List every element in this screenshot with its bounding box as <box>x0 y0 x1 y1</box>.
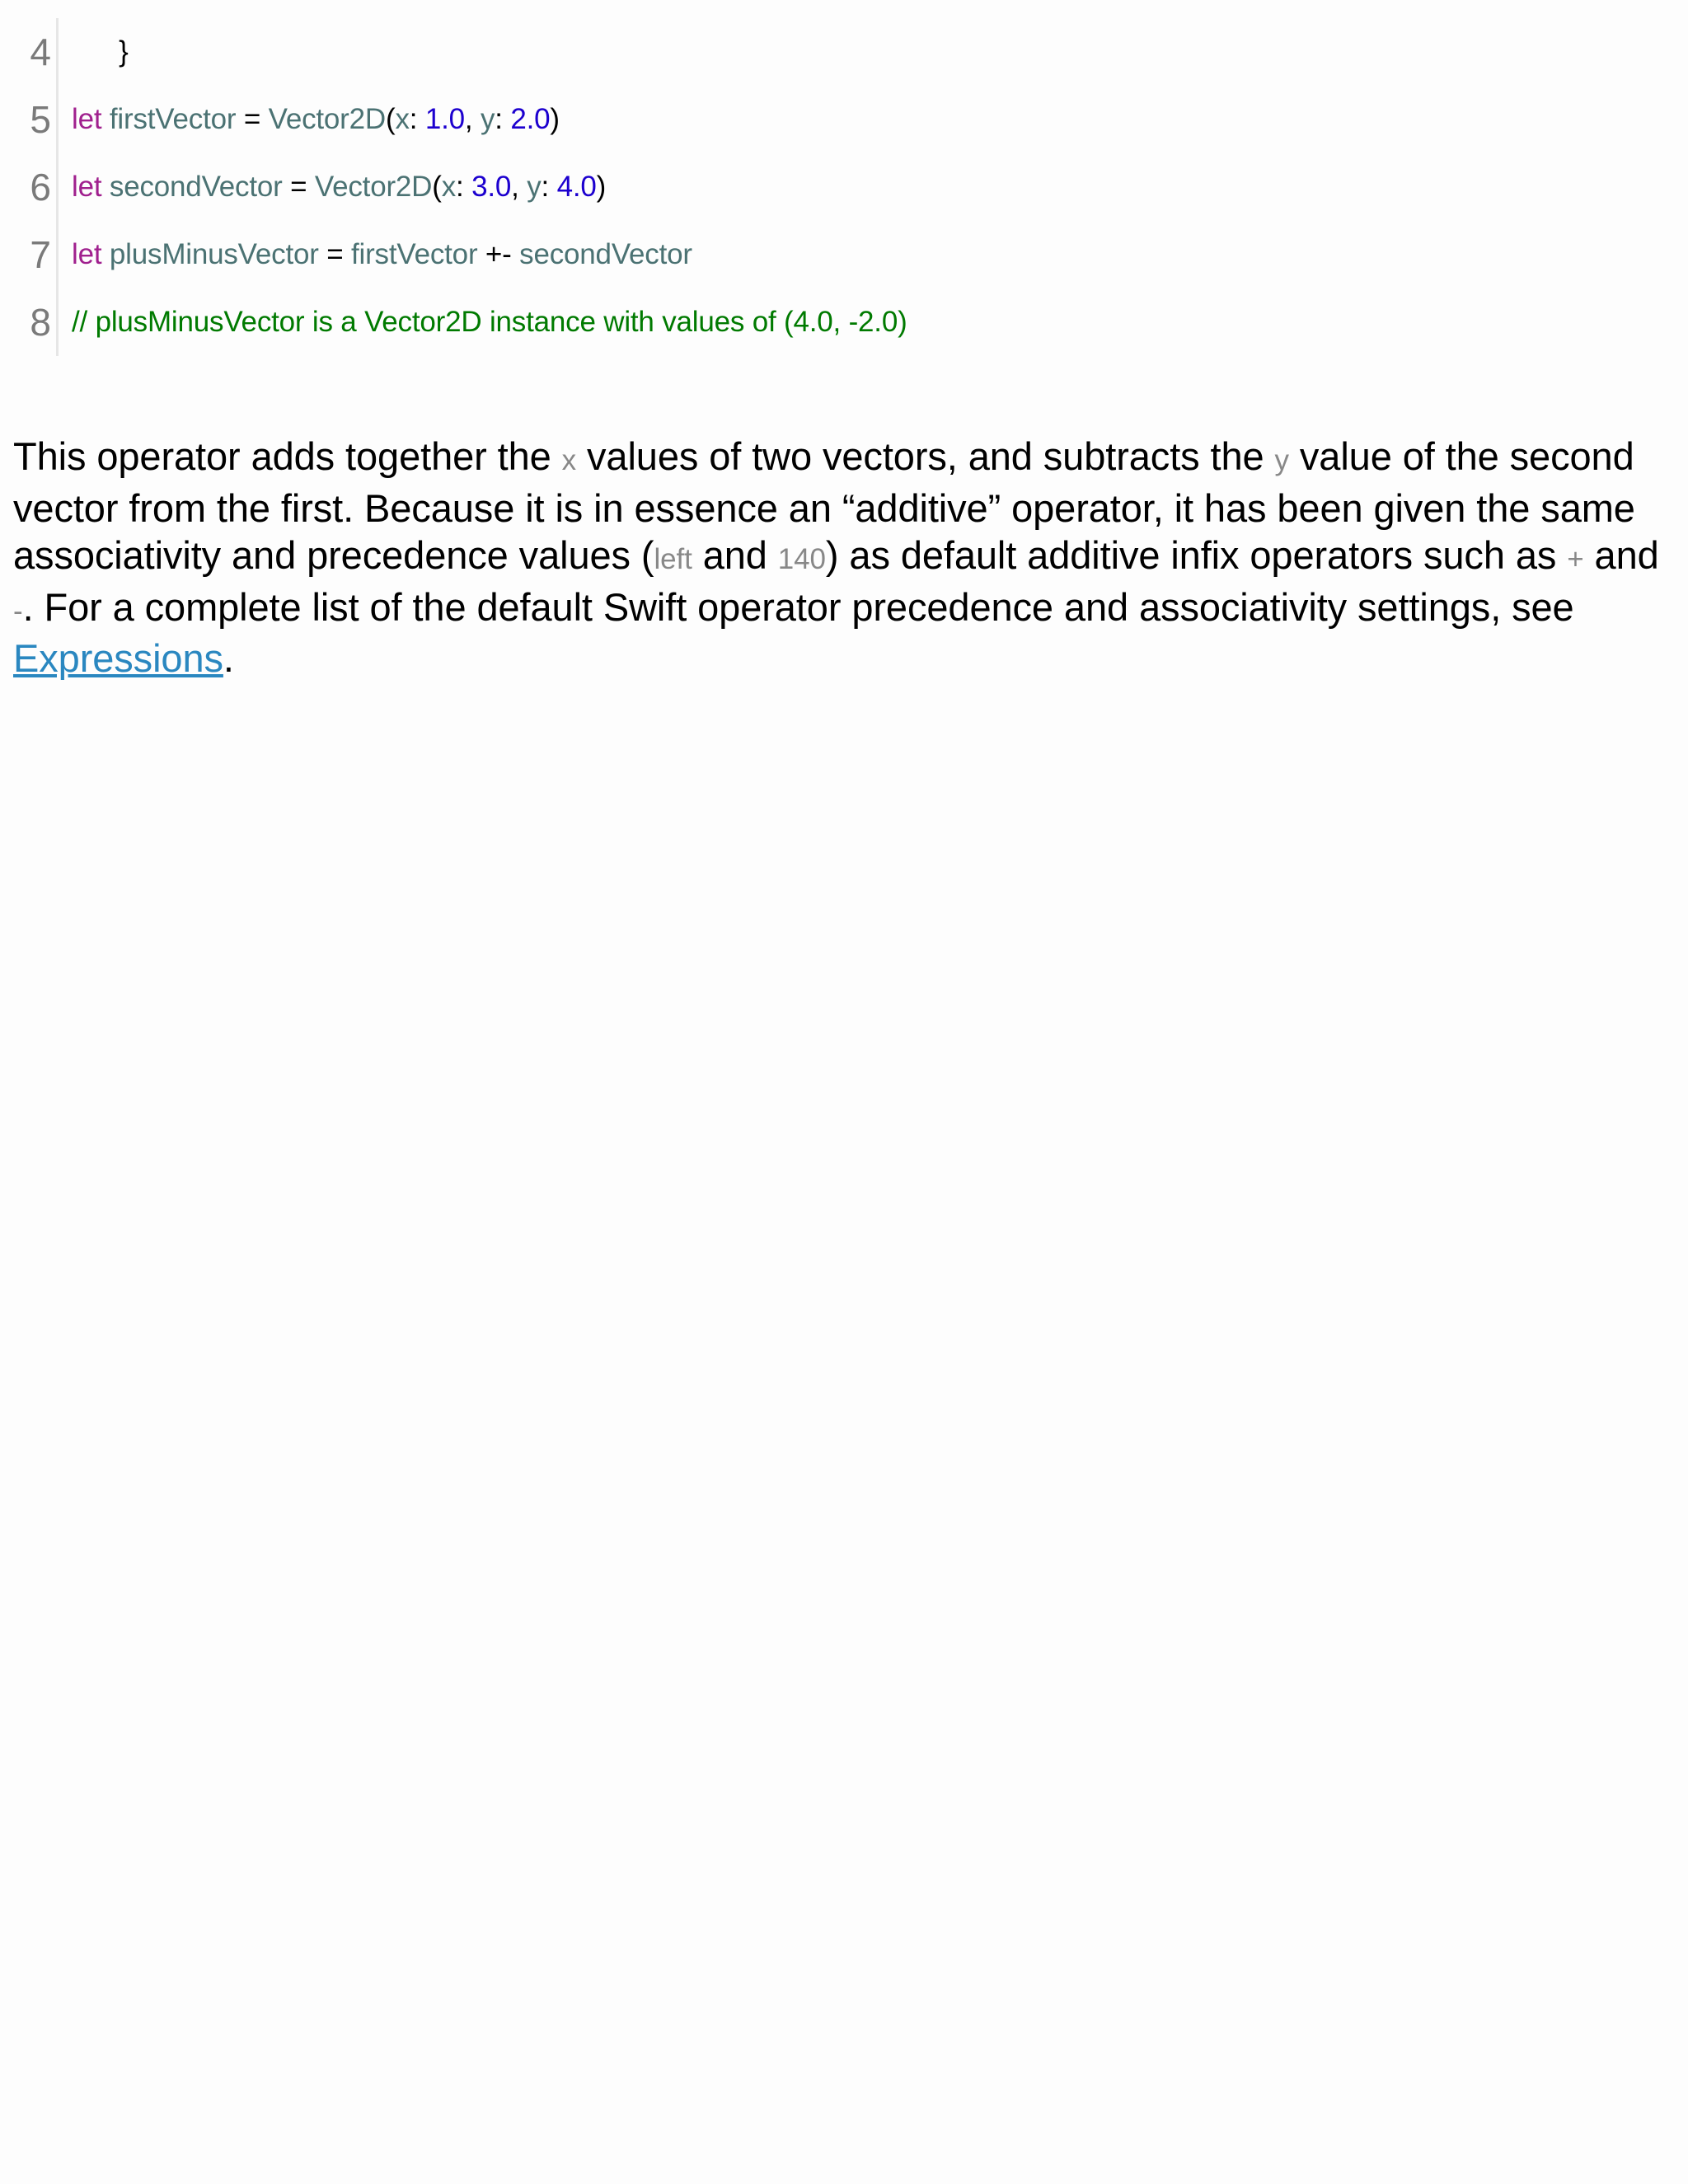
code-line <box>0 288 1688 356</box>
code-token <box>101 171 110 203</box>
code-listing <box>0 18 1688 356</box>
paragraph-text: This operator adds together the <box>13 434 562 478</box>
code-text <box>56 221 692 288</box>
code-token: , <box>464 103 481 135</box>
code-token: = <box>236 103 269 135</box>
code-token: plusMinusVector <box>109 238 319 270</box>
inline-code: - <box>13 594 23 627</box>
code-text <box>56 86 560 153</box>
code-token: +- <box>477 238 520 270</box>
code-token: 3.0 <box>471 171 512 203</box>
line-number: 5 <box>30 98 51 141</box>
code-token: let <box>72 103 102 135</box>
code-token: } <box>119 35 129 68</box>
code-token: firstVector <box>109 103 237 135</box>
code-token: , <box>511 171 528 203</box>
paragraph-text: ) as default additive infix operators such as <box>825 533 1568 577</box>
code-token <box>101 103 110 135</box>
paragraph-text: value of the second vector from the first. Because it is in essence an “additive” operator, it has been given the same associativity and precedence values ( <box>13 434 1635 577</box>
code-token: ) <box>550 103 560 135</box>
code-comment: // plusMinusVector is a Vector2D instance with values of (4.0, -2.0) <box>72 306 907 338</box>
code-token: = <box>282 171 315 203</box>
code-token: x <box>395 103 410 135</box>
code-token: : <box>495 103 511 135</box>
line-number: 4 <box>30 30 51 73</box>
code-token: Vector2D <box>314 171 433 203</box>
code-token: let <box>72 171 102 203</box>
inline-code: left <box>654 543 692 575</box>
paragraph-text: . <box>223 636 234 680</box>
code-text <box>56 288 907 356</box>
code-line <box>0 153 1688 221</box>
code-token: ) <box>596 171 607 203</box>
paragraph-text: values of two vectors, and subtracts the <box>576 434 1275 478</box>
code-line <box>0 86 1688 153</box>
code-token: 1.0 <box>424 103 465 135</box>
inline-code: x <box>561 444 577 476</box>
code-token: x <box>441 171 457 203</box>
code-token: let <box>72 238 102 270</box>
code-token: secondVector <box>519 238 692 270</box>
paragraph-text: and <box>692 533 778 577</box>
code-line <box>0 221 1688 288</box>
code-token: : <box>541 171 557 203</box>
code-line <box>0 18 1688 86</box>
paragraph-text: and <box>1583 533 1659 577</box>
gutter-divider <box>56 18 59 356</box>
inline-code: 140 <box>777 543 826 575</box>
code-token: Vector2D <box>268 103 386 135</box>
line-number: 6 <box>30 166 51 209</box>
code-token: secondVector <box>109 171 283 203</box>
code-token: y <box>527 171 542 203</box>
code-token: ( <box>432 171 442 203</box>
code-token: 2.0 <box>510 103 551 135</box>
code-token: = <box>318 238 351 270</box>
code-token: 4.0 <box>556 171 597 203</box>
expressions-link[interactable]: Expressions <box>13 636 223 680</box>
code-token: y <box>480 103 495 135</box>
line-number: 8 <box>30 301 51 344</box>
code-token: ( <box>385 103 396 135</box>
code-text <box>56 153 606 221</box>
inline-code: y <box>1274 444 1289 476</box>
body-paragraph <box>13 433 1678 682</box>
line-number: 7 <box>30 233 51 276</box>
code-token: : <box>456 171 472 203</box>
code-token: firstVector <box>351 238 478 270</box>
paragraph-text: . For a complete list of the default Swift operator precedence and associativity settings, see <box>22 584 1574 629</box>
code-token <box>101 238 110 270</box>
inline-code: + <box>1567 543 1584 575</box>
code-token: : <box>409 103 425 135</box>
